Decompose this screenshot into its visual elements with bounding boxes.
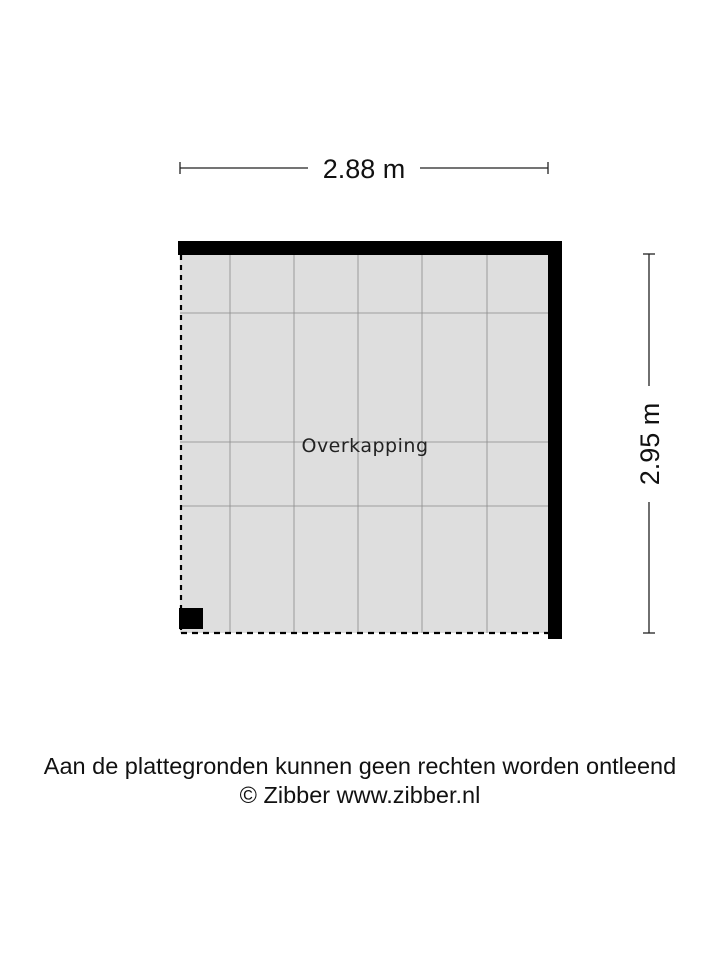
top-wall <box>178 241 562 255</box>
height-label: 2.95 m <box>635 402 665 486</box>
disclaimer-text: Aan de plattegronden kunnen geen rechten worden ontleend <box>43 753 677 779</box>
height-dimension <box>635 254 665 633</box>
room-label: Overkapping <box>301 435 429 457</box>
width-dimension <box>180 154 548 184</box>
right-wall <box>548 241 562 639</box>
width-label: 2.88 m <box>322 154 406 184</box>
corner-post <box>179 608 203 629</box>
copyright-text: © Zibber www.zibber.nl <box>239 782 481 808</box>
footer-notice <box>0 752 720 810</box>
